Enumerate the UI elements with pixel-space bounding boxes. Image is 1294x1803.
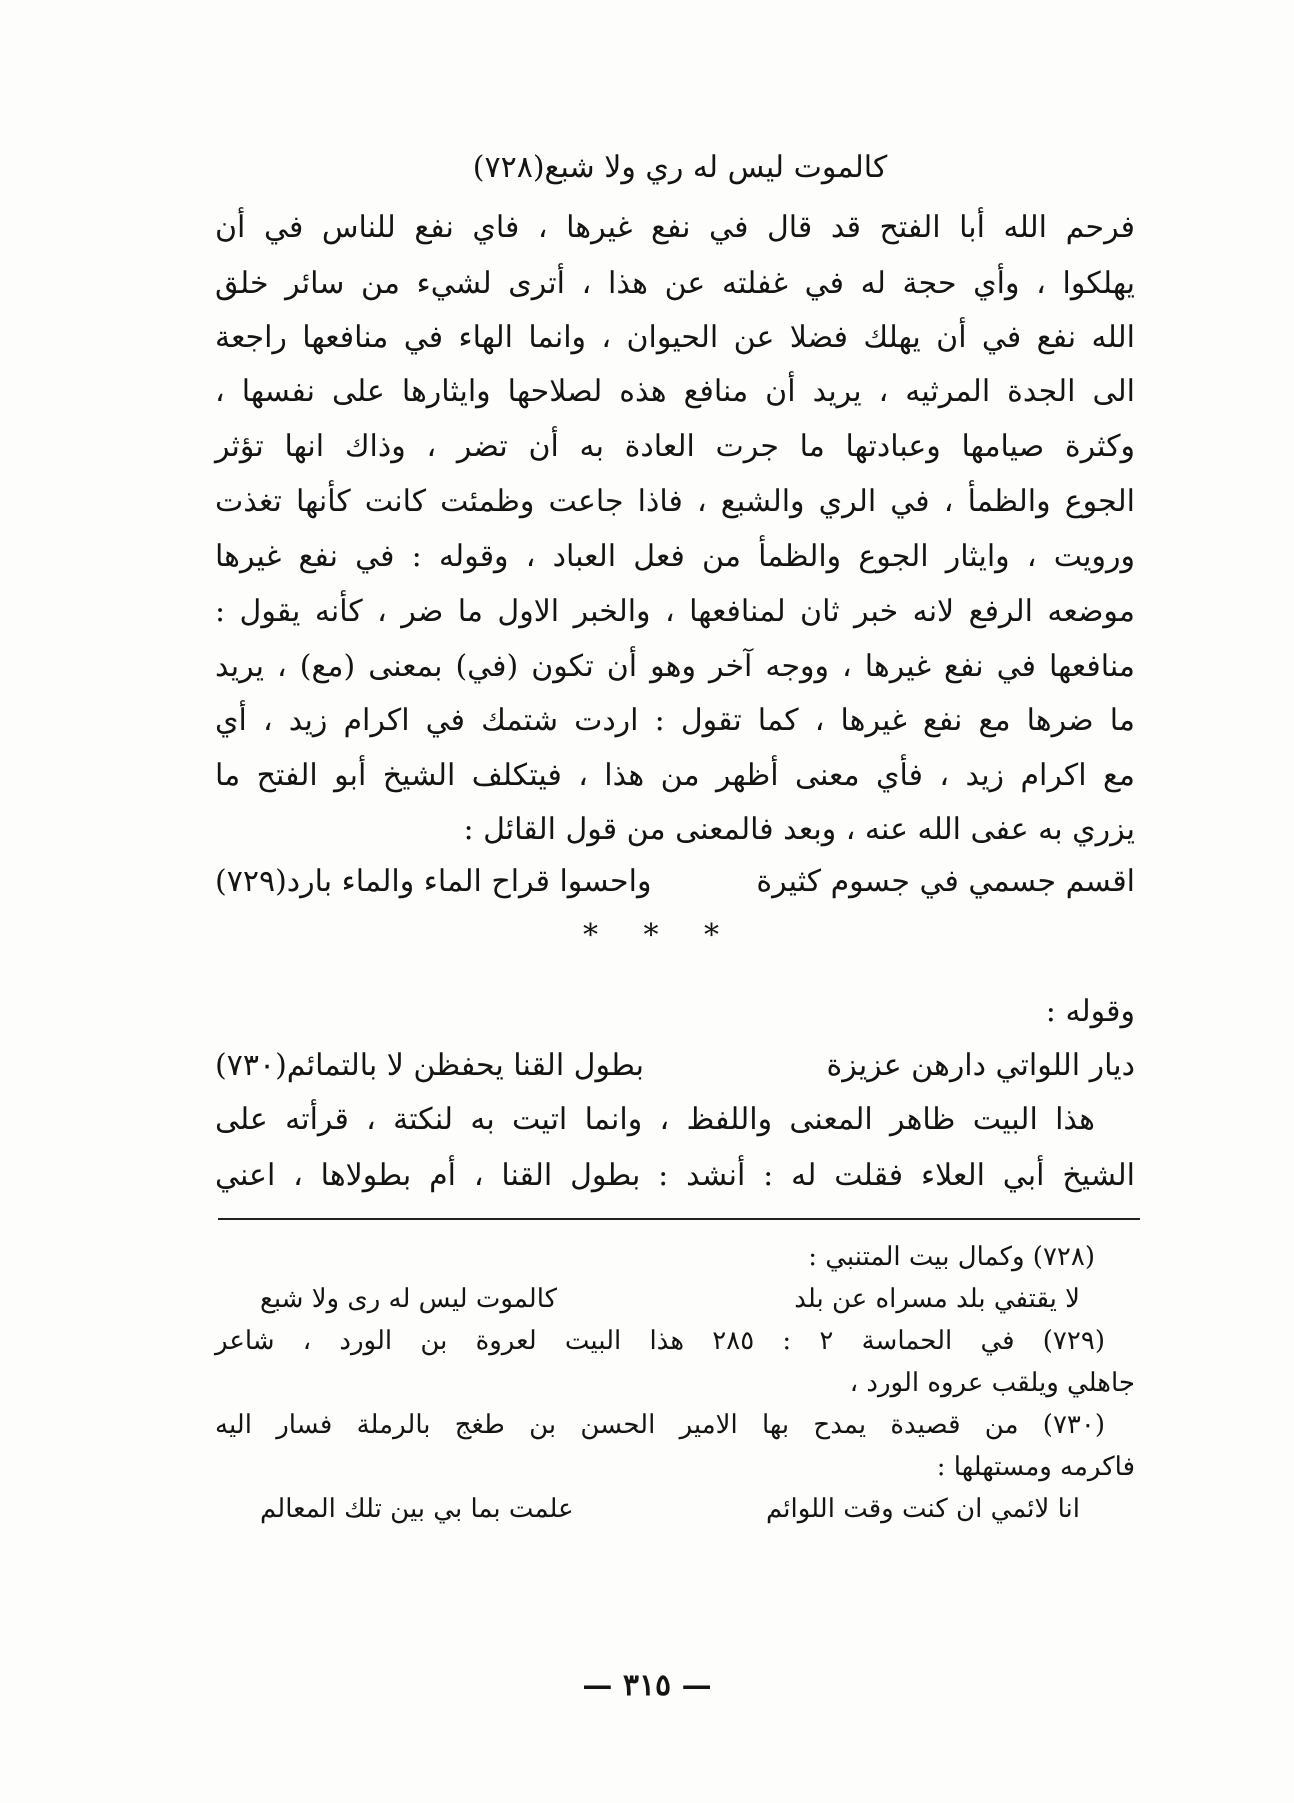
body-line: ما ضرها مع نفع غيرها ، كما تقول : اردت شتمك في اكرام زيد ، أي — [215, 703, 1135, 738]
body-line: فرحم الله أبا الفتح قد قال في نفع غيرها ، فاي نفع للناس في أن — [215, 210, 1135, 245]
verse-hemistich-second: علمت بما بي بين تلك المعالم — [260, 1494, 574, 1524]
verse-hemistich-first: ديار اللواتي دارهن عزيزة — [826, 1048, 1135, 1083]
footnote-rule — [218, 1218, 1140, 1220]
body-line: يهلكوا ، وأي حجة له في غفلته عن هذا ، أترى لشيء من سائر خلق — [215, 266, 1135, 301]
section-separator: * * * — [582, 918, 738, 953]
verse-hemistich-second: واحسوا قراح الماء والماء بارد(٧٢٩) — [215, 864, 652, 899]
body-line: الله نفع في أن يهلك فضلا عن الحيوان ، وانما الهاء في منافعها راجعة — [215, 320, 1135, 355]
page-number: — ٣١٥ — — [582, 1668, 712, 1703]
body-line: موضعه الرفع لانه خبر ثان لمنافعها ، والخبر الاول ما ضر ، كأنه يقول : — [215, 594, 1135, 629]
section-heading: وقوله : — [1045, 994, 1135, 1029]
body-line: الجوع والظمأ ، في الري والشبع ، فاذا جاعت وظمئت كانت كأنها تغذت — [215, 484, 1135, 519]
footnote-730: (٧٣٠) من قصيدة يمدح بها الامير الحسن بن طغج بالرملة فسار اليه — [215, 1410, 1105, 1440]
body-line: منافعها في نفع غيرها ، ووجه آخر وهو أن تكون (في) بمعنى (مع) ، يريد — [215, 649, 1135, 684]
body-line: وكثرة صيامها وعبادتها ما جرت العادة به أن تضر ، وذاك انها تؤثر — [215, 429, 1135, 464]
body-line: مع اكرام زيد ، فأي معنى أظهر من هذا ، فيتكلف الشيخ أبو الفتح ما — [215, 758, 1135, 793]
footnote-729: (٧٢٩) في الحماسة ٢ : ٢٨٥ هذا البيت لعروة بن الورد ، شاعر — [215, 1326, 1105, 1356]
verse-hemistich-second: بطول القنا يحفظن لا بالتمائم(٧٣٠) — [215, 1048, 644, 1083]
body-line: هذا البيت ظاهر المعنى واللفظ ، وانما اتيت به لنكتة ، قرأته على — [215, 1102, 1095, 1137]
verse-hemistich-first: انا لائمي ان كنت وقت اللوائم — [765, 1494, 1080, 1524]
body-line: الشيخ أبي العلاء فقلت له : أنشد : بطول القنا ، أم بطولاها ، اعني — [215, 1158, 1135, 1193]
footnote-730-cont: فاكرمه ومستهلها : — [936, 1452, 1135, 1482]
footnote-728: (٧٢٨) وكمال بيت المتنبي : — [808, 1242, 1095, 1272]
verse-top: كالموت ليس له ري ولا شبع(٧٢٨) — [472, 150, 888, 185]
verse-hemistich-second: كالموت ليس له رى ولا شبع — [260, 1284, 558, 1314]
verse-hemistich-first: اقسم جسمي في جسوم كثيرة — [756, 864, 1135, 899]
body-line: ورويت ، وايثار الجوع والظمأ من فعل العباد ، وقوله : في نفع غيرها — [215, 539, 1135, 574]
verse-hemistich-first: لا يقتفي بلد مسراه عن بلد — [794, 1284, 1080, 1314]
body-line: الى الجدة المرثيه ، يريد أن منافع هذه لصلاحها وايثارها على نفسها ، — [215, 374, 1135, 409]
body-line: يزري به عفى الله عنه ، وبعد فالمعنى من قول القائل : — [463, 812, 1135, 847]
footnote-729-cont: جاهلي ويلقب عروه الورد ، — [849, 1368, 1135, 1398]
